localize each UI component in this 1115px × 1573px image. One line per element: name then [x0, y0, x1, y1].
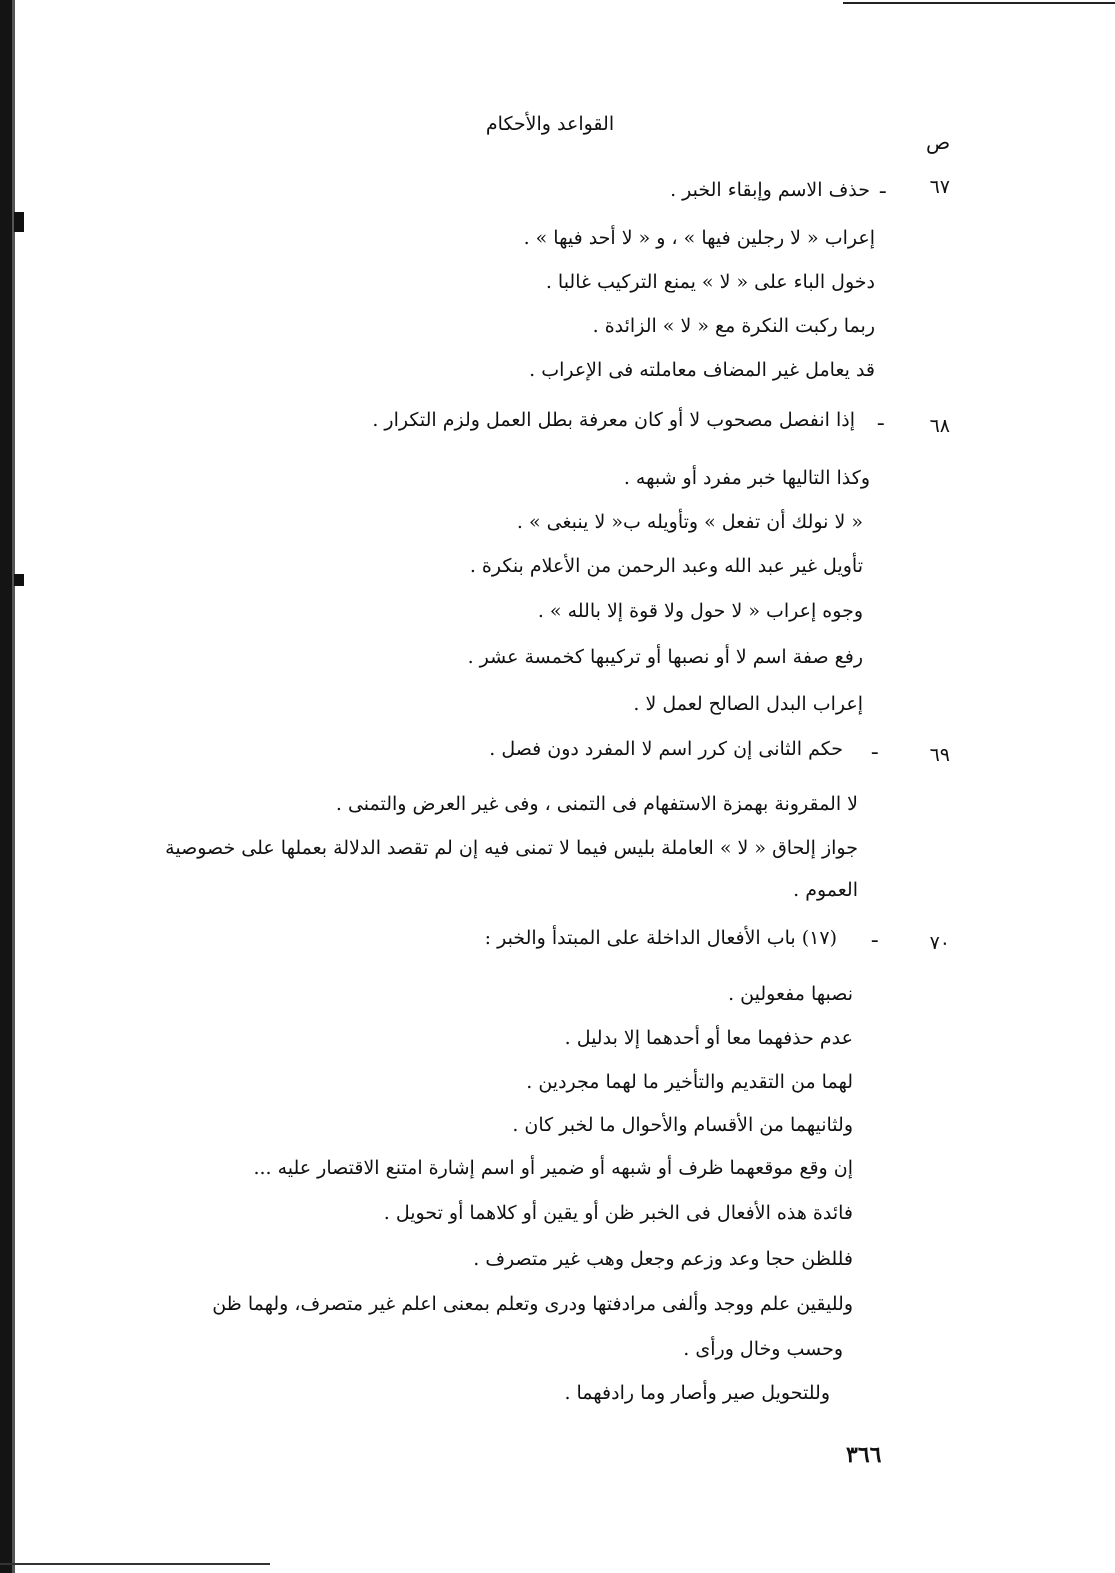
entry-dash: ـ: [880, 176, 886, 198]
page-number: ٣٦٦: [846, 1442, 882, 1468]
entry-line: « لا نولك أن تفعل » وتأويله ب« لا ينبغى » .: [516, 511, 863, 533]
entry-line: نصبها مفعولين .: [728, 983, 853, 1005]
entry-dash: ـ: [872, 925, 878, 947]
entry-line: وحسب وخال ورأى .: [683, 1338, 843, 1360]
entry-line: جواز إلحاق « لا » العاملة بليس فيما لا تمنى فيه إن لم تقصد الدلالة بعملها على خصوصية: [165, 837, 858, 859]
entry-line: ولثانيهما من الأقسام والأحوال ما لخبر كان .: [512, 1114, 853, 1136]
entry-line: لا المقرونة بهمزة الاستفهام فى التمنى ، وفى غير العرض والتمنى .: [335, 793, 858, 815]
running-header: القواعد والأحكام: [485, 113, 615, 135]
entry-line: إعراب « لا رجلين فيها » ، و « لا أحد فيها » .: [523, 227, 875, 249]
entry-number: ٧٠: [929, 932, 950, 954]
entry-dash: ـ: [872, 737, 878, 759]
entry-line: فللظن حجا وعد وزعم وجعل وهب غير متصرف .: [473, 1248, 853, 1270]
entry-line: إعراب البدل الصالح لعمل لا .: [633, 693, 863, 715]
column-label: ص: [926, 130, 951, 154]
scan-edge-shadow: [0, 0, 12, 1573]
entry-heading: حذف الاسم وإبقاء الخبر .: [670, 179, 870, 201]
entry-line: إن وقع موقعهما ظرف أو شبهه أو ضمير أو اسم إشارة امتنع الاقتصار عليه ...: [253, 1157, 853, 1179]
entry-line: قد يعامل غير المضاف معاملته فى الإعراب .: [529, 359, 875, 381]
entry-line: وجوه إعراب « لا حول ولا قوة إلا بالله » .: [537, 600, 863, 622]
entry-line: عدم حذفهما معا أو أحدهما إلا بدليل .: [564, 1027, 853, 1049]
scan-edge-shadow-inner: [12, 0, 15, 1573]
scan-top-line: [843, 2, 1115, 4]
entry-line: دخول الباء على « لا » يمنع التركيب غالبا .: [545, 271, 875, 293]
entry-line: ولليقين علم ووجد وألفى مرادفتها ودرى وتعلم بمعنى اعلم غير متصرف، ولهما ظن: [212, 1293, 853, 1315]
entry-line: لهما من التقديم والتأخير ما لهما مجردين .: [526, 1071, 853, 1093]
entry-heading: حكم الثانى إن كرر اسم لا المفرد دون فصل .: [489, 738, 843, 760]
entry-number: ٦٧: [929, 176, 950, 198]
entry-heading: إذا انفصل مصحوب لا أو كان معرفة بطل العمل ولزم التكرار .: [372, 409, 855, 431]
entry-line: فائدة هذه الأفعال فى الخبر ظن أو يقين أو كلاهما أو تحويل .: [383, 1202, 853, 1224]
entry-number: ٦٩: [929, 744, 950, 766]
entry-line: ربما ركبت النكرة مع « لا » الزائدة .: [592, 315, 875, 337]
entry-heading: (١٧) باب الأفعال الداخلة على المبتدأ والخبر :: [484, 927, 837, 949]
scan-bottom-line: [0, 1563, 270, 1565]
entry-line: العموم .: [793, 879, 858, 901]
scan-blot: [14, 212, 24, 232]
entry-line: وكذا التاليها خبر مفرد أو شبهه .: [623, 467, 870, 489]
entry-dash: ـ: [878, 408, 884, 430]
entry-line: رفع صفة اسم لا أو نصبها أو تركيبها كخمسة عشر .: [467, 646, 863, 668]
entry-line: تأويل غير عبد الله وعبد الرحمن من الأعلام بنكرة .: [469, 555, 863, 577]
entry-line: وللتحويل صير وأصار وما رادفهما .: [564, 1382, 830, 1404]
scan-blot: [14, 574, 24, 586]
entry-number: ٦٨: [929, 415, 950, 437]
